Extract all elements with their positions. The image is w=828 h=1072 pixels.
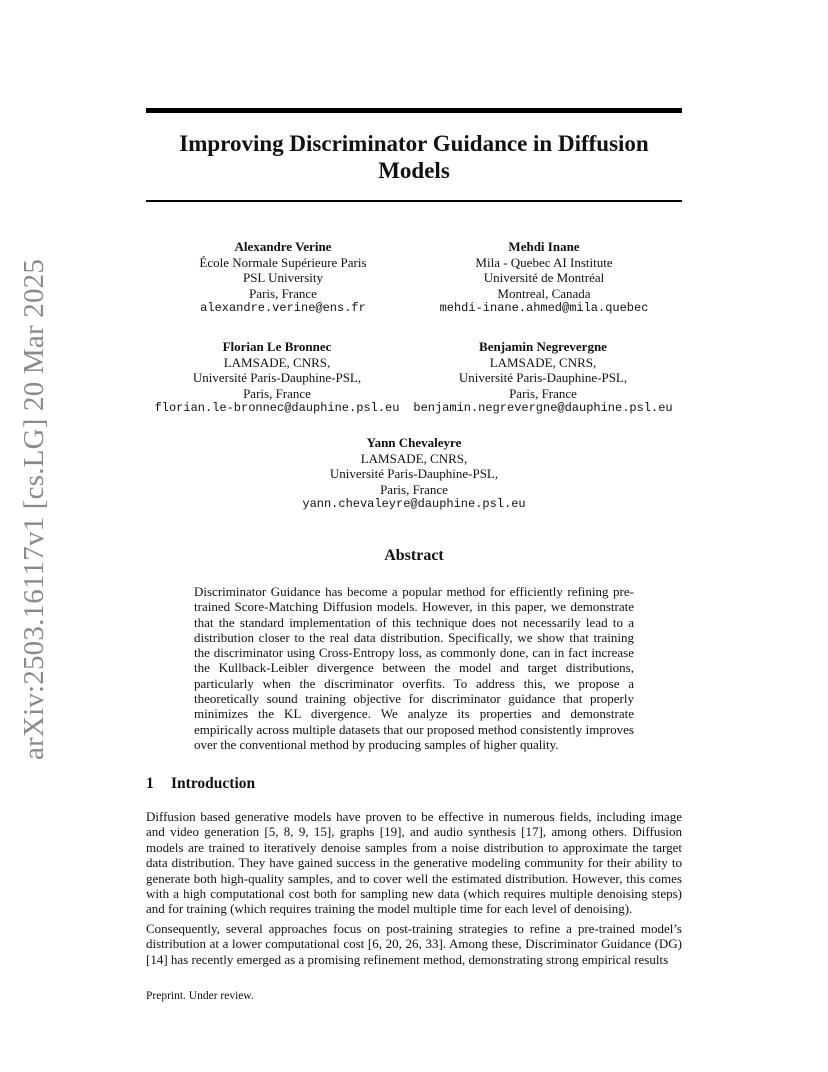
arxiv-stamp: arXiv:2503.16117v1 [cs.LG] 20 Mar 2025 [18, 258, 50, 760]
author-name: Mehdi Inane [508, 239, 580, 254]
author-affiliation: Paris, France [380, 481, 448, 497]
author-affiliation: Université Paris-Dauphine-PSL, [329, 466, 499, 481]
paper-title: Improving Discriminator Guidance in Diffusion Models [179, 131, 649, 183]
body-paragraph: Diffusion based generative models have proven to be effective in numerous fields, including image and video generation [5, 8, 9, 15], graphs [19], and audio synthesis [17], among others. Diffusion models are trained to iteratively denoise samples from a noise distribution to approximate the target data distribution. They have gained success in the generative modeling community for their ability to generate both high-quality samples, and to cover well the estimated distribution. However, this comes with a high computational cost both for sampling new data (which requires multiple denoising steps) and for training (which requires training the model multiple time for each level of denoising). [146, 809, 682, 917]
author-affiliation: LAMSADE, CNRS, [489, 354, 597, 370]
author-email: benjamin.negrevergne@dauphine.psl.eu [413, 401, 673, 415]
abstract-heading: Abstract [384, 547, 444, 564]
author-name: Benjamin Negrevergne [479, 339, 607, 354]
author-email: yann.chevaleyre@dauphine.psl.eu [302, 497, 526, 511]
section-number: 1 [146, 775, 154, 792]
title-rule-bottom [146, 200, 682, 202]
author-name: Florian Le Bronnec [222, 339, 332, 354]
author-affiliation: Paris, France [249, 285, 317, 301]
body-paragraph: Consequently, several approaches focus on post-training strategies to refine a pre-trained model’s distribution at a lower computational cost [6, 20, 26, 33]. Among these, Discriminator Guidance (DG) [14] has recently emerged as a promising refinement method, demonstrating strong empirical results [146, 921, 682, 967]
author-name: Alexandre Verine [234, 239, 332, 254]
section-heading [146, 775, 255, 793]
author-email: mehdi-inane.ahmed@mila.quebec [439, 301, 649, 315]
author-affiliation: LAMSADE, CNRS, [223, 354, 331, 370]
author-block [146, 339, 408, 417]
author-affiliation: Paris, France [243, 385, 311, 401]
author-affiliation: Université Paris-Dauphine-PSL, [458, 370, 628, 385]
author-email: florian.le-bronnec@dauphine.psl.eu [154, 401, 400, 415]
author-name: Yann Chevaleyre [366, 435, 462, 450]
author-block [410, 339, 676, 417]
author-affiliation: Université de Montréal [483, 270, 605, 285]
author-affiliation: École Normale Supérieure Paris [199, 254, 367, 270]
author-block [172, 239, 394, 317]
section-title: Introduction [171, 775, 256, 792]
author-affiliation: Montreal, Canada [497, 285, 591, 301]
author-affiliation: Paris, France [509, 385, 577, 401]
author-affiliation: PSL University [242, 270, 324, 285]
title-rule-top [146, 108, 682, 113]
author-affiliation: Mila - Quebec AI Institute [475, 254, 613, 270]
author-block [415, 239, 673, 317]
author-block [284, 435, 544, 513]
author-email: alexandre.verine@ens.fr [200, 301, 366, 315]
footer-note: Preprint. Under review. [146, 990, 254, 1002]
author-affiliation: Université Paris-Dauphine-PSL, [192, 370, 362, 385]
abstract-text: Discriminator Guidance has become a popular method for efficiently refining pre-trained Score-Matching Diffusion models. However, in this paper, we demonstrate that the standard implementation of this technique does not necessarily lead to a distribution closer to the real data distribution. Specifically, we show that training the discriminator using Cross-Entropy loss, as commonly done, can in fact increase the Kullback-Leibler divergence between the model and target distributions, particularly when the discriminator overfits. To address this, we propose a theoretically sound training objective for discriminator guidance that properly minimizes the KL divergence. We analyze its properties and demonstrate empirically across multiple datasets that our proposed method consistently improves over the conventional method by producing samples of higher quality. [194, 584, 634, 752]
author-affiliation: LAMSADE, CNRS, [360, 450, 468, 466]
